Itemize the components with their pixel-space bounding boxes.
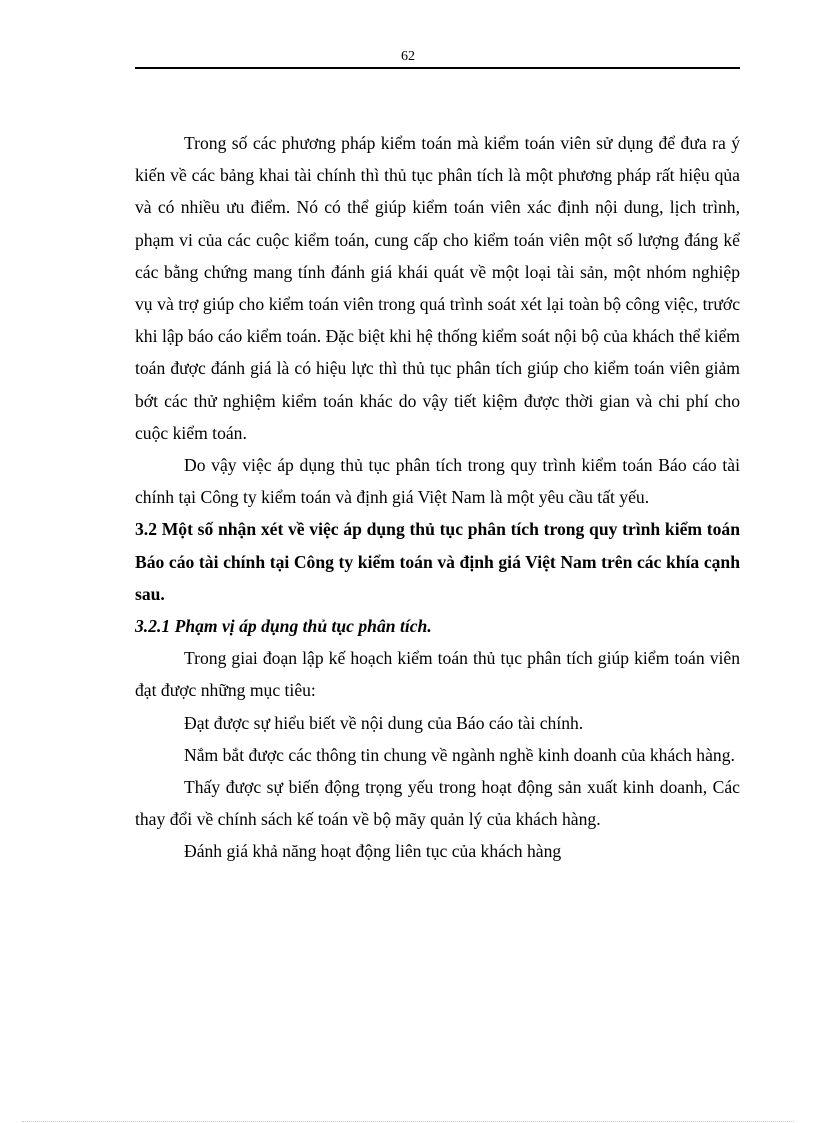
paragraph-analytical-procedures-intro: Trong số các phương pháp kiểm toán mà kiểm toán viên sử dụng để đưa ra ý kiến về các bảng khai tài chính thì thủ tục phân tích là một phương pháp rất hiệu qủa và có nhiều ưu điểm. Nó có thể giúp kiểm toán viên xác định nội dung, lịch trình, phạm vi của các cuộc kiểm toán, cung cấp cho kiểm toán viên một số lượng đáng kể các bằng chứng mang tính đánh giá khái quát về một loại tài sản, một nhóm nghiệp vụ và trợ giúp cho kiểm toán viên trong quá trình soát xét lại toàn bộ công việc, trước khi lập báo cáo kiểm toán. Đặc biệt khi hệ thống kiểm soát nội bộ của khách thể kiểm toán được đánh giá là có hiệu lực thì thủ tục phân tích giúp cho kiểm toán viên giảm bớt các thử nghiệm kiểm toán khác do vậy tiết kiệm được thời gian và chi phí cho cuộc kiểm toán. <box>135 133 740 443</box>
document-body <box>135 127 740 868</box>
paragraph-necessity: Do vậy việc áp dụng thủ tục phân tích trong quy trình kiểm toán Báo cáo tài chính tại Công ty kiểm toán và định giá Việt Nam là một yêu cầu tất yếu. <box>135 455 740 508</box>
subsection-heading-3-2-1: 3.2.1 Phạm vị áp dụng thủ tục phân tích. <box>135 616 432 637</box>
header-rule <box>135 67 740 69</box>
paragraph-objective-understanding: Đạt được sự hiểu biết về nội dung của Báo cáo tài chính. <box>184 712 584 733</box>
footer-dotted-line <box>22 1121 794 1122</box>
page-number: 62 <box>401 49 415 64</box>
paragraph-objective-going-concern: Đánh giá khả năng hoạt động liên tục của khách hàng <box>184 841 562 862</box>
section-heading-3-2: 3.2 Một số nhận xét về việc áp dụng thủ tục phân tích trong quy trình kiểm toán Báo cáo tài chính tại Công ty kiểm toán và định giá Việt Nam trên các khía cạnh sau. <box>135 519 740 604</box>
paragraph-objective-industry-info: Nắm bắt được các thông tin chung về ngành nghề kinh doanh của khách hàng. <box>184 744 735 765</box>
paragraph-planning-objectives: Trong giai đoạn lập kế hoạch kiểm toán thủ tục phân tích giúp kiểm toán viên đạt được những mục tiêu: <box>135 648 740 701</box>
paragraph-objective-fluctuations: Thấy được sự biến động trọng yếu trong hoạt động sản xuất kinh doanh, Các thay đổi về chính sách kế toán về bộ mãy quản lý của khách hàng. <box>135 777 740 830</box>
